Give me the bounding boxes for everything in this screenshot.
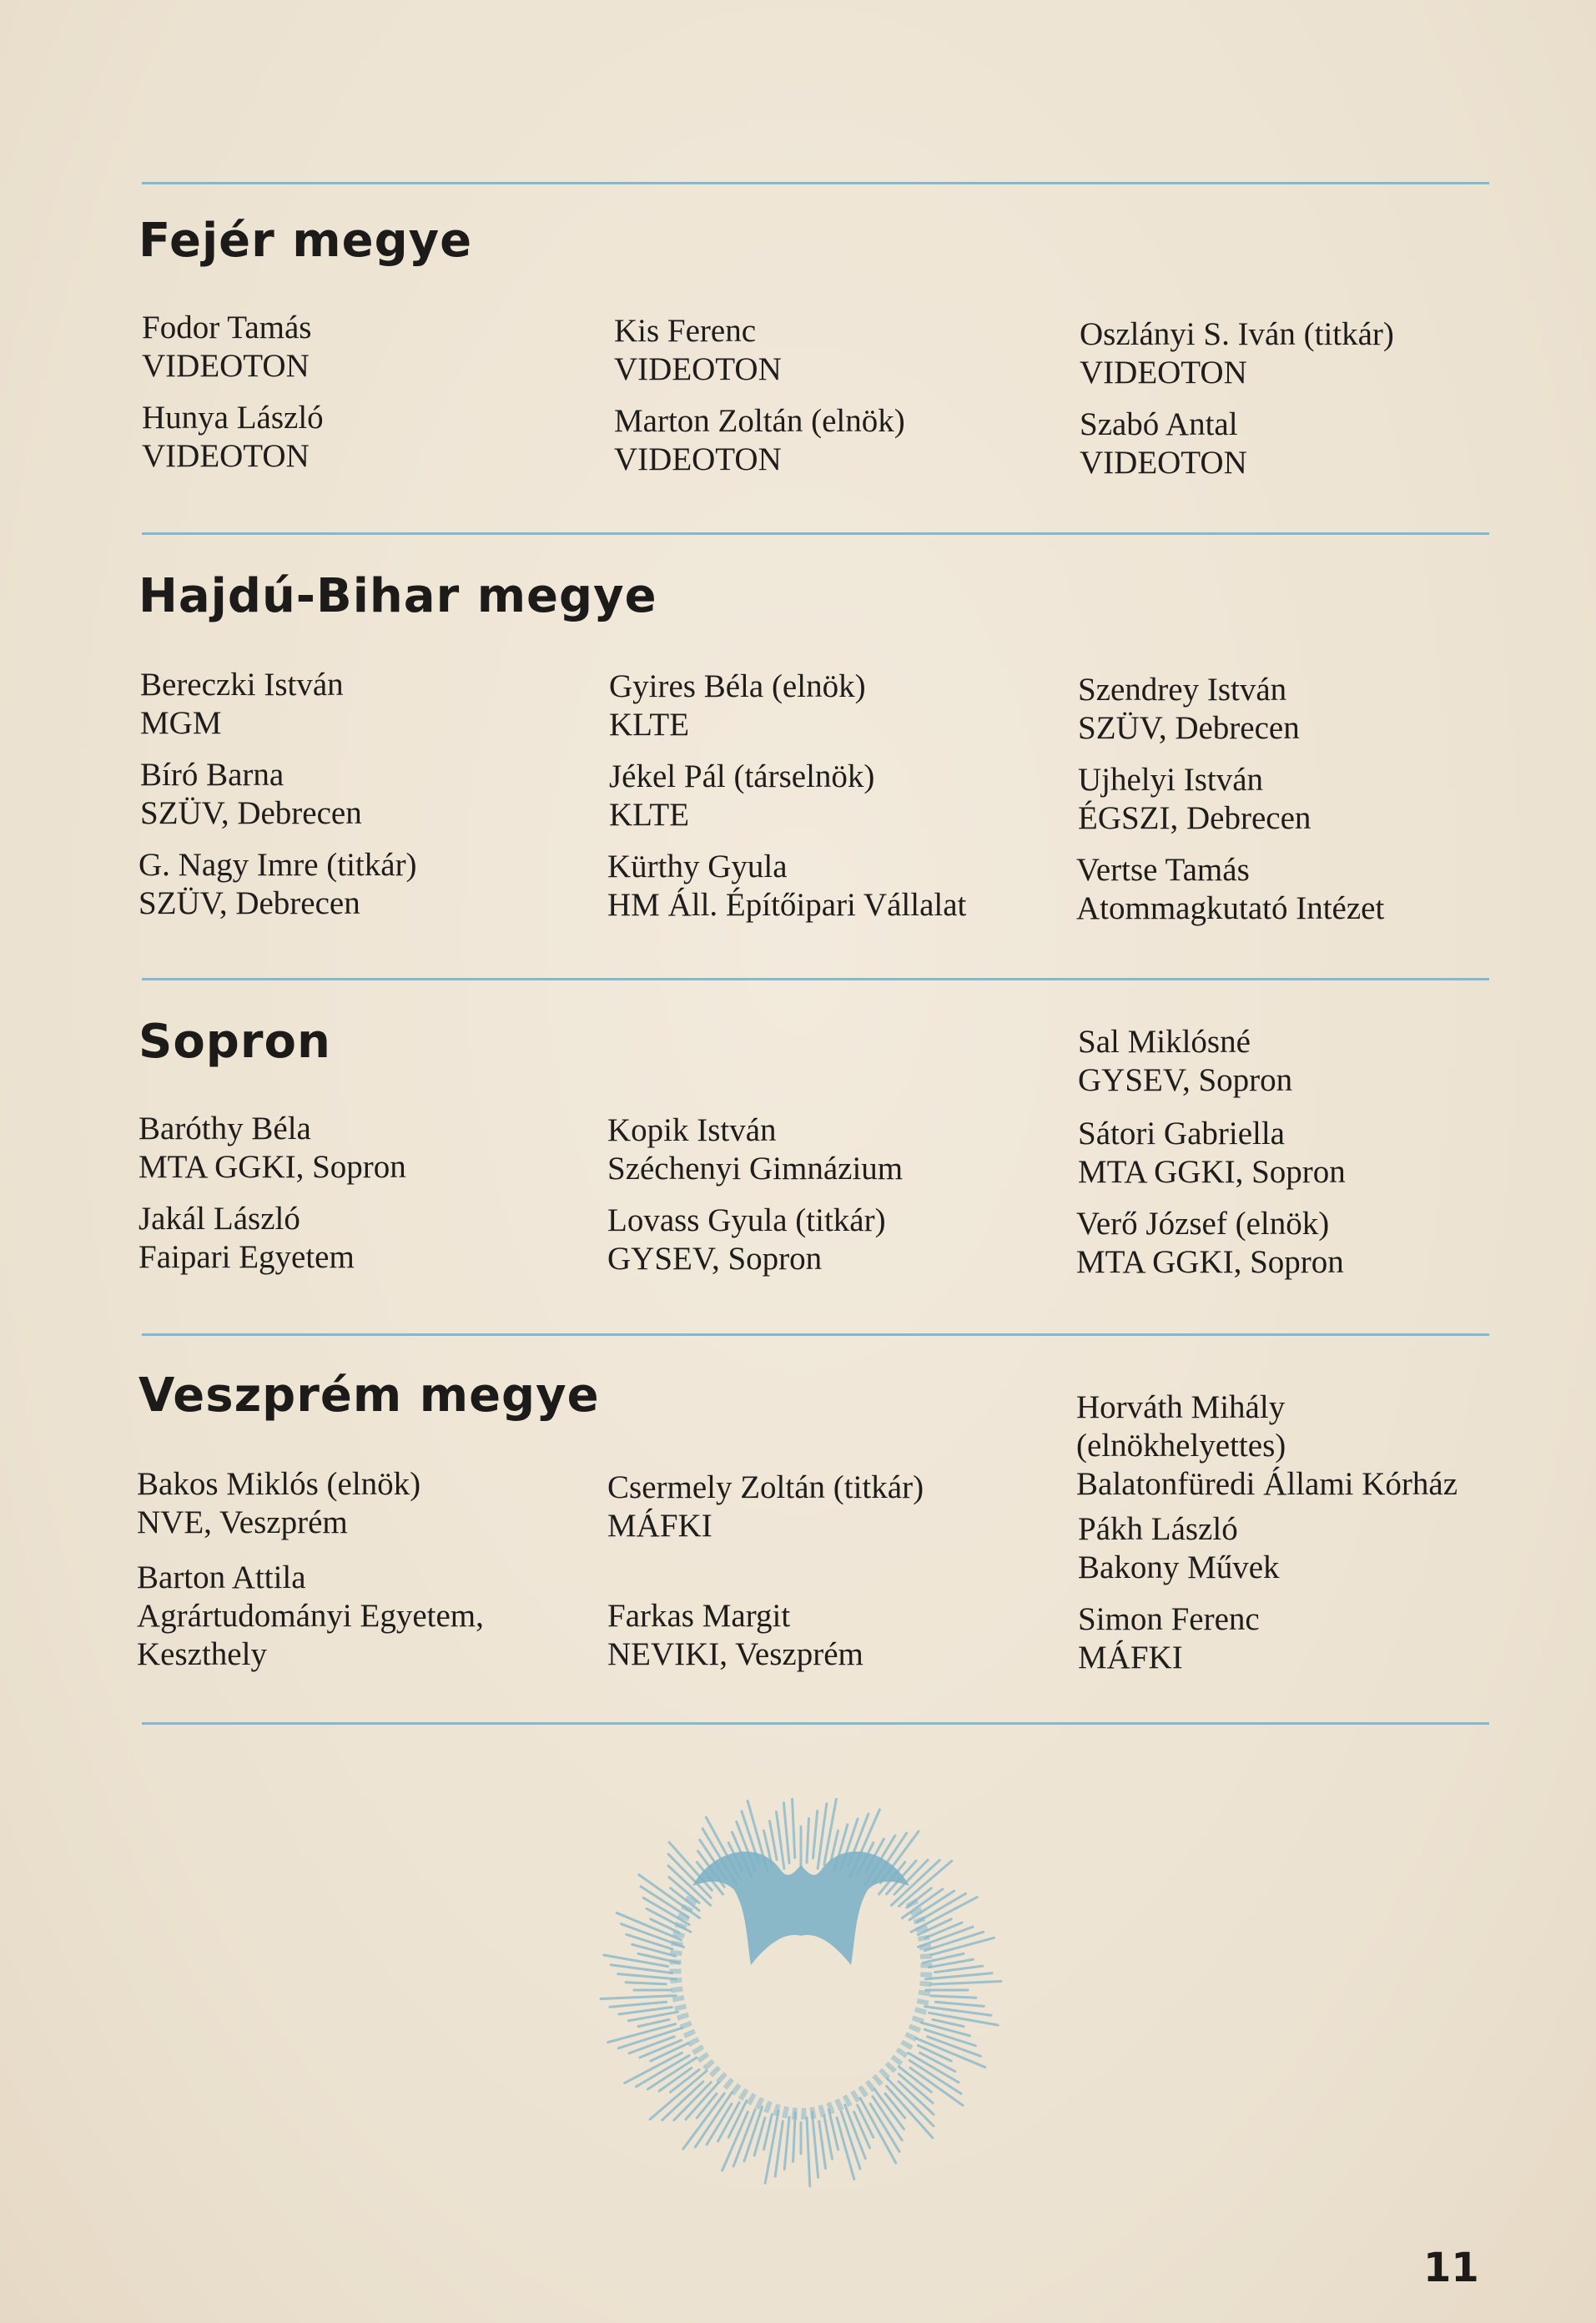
member-org: VIDEOTON <box>1080 355 1247 391</box>
member-org: HM Áll. Építőipari Vállalat <box>607 887 967 923</box>
member-name: Verő József (elnök) <box>1076 1206 1330 1242</box>
member-name: Ujhelyi István <box>1078 762 1264 798</box>
member-name: Gyires Béla (elnök) <box>609 668 866 704</box>
member-entry <box>1076 851 1384 928</box>
section-divider <box>142 978 1489 980</box>
member-name: Jékel Pál (társelnök) <box>609 758 875 794</box>
member-name: Jakál László <box>138 1201 300 1237</box>
member-entry <box>138 846 417 923</box>
member-org: NVE, Veszprém <box>137 1504 348 1540</box>
section-divider <box>142 532 1489 535</box>
member-entry <box>614 402 905 479</box>
member-entry <box>1078 1115 1346 1192</box>
member-name: Kopik István <box>607 1112 777 1148</box>
member-entry <box>609 668 866 744</box>
member-name: Bereczki István <box>140 667 344 703</box>
member-name: Szabó Antal <box>1080 406 1238 442</box>
member-name: Pákh László <box>1078 1511 1238 1547</box>
member-org: ÉGSZI, Debrecen <box>1078 800 1312 836</box>
member-entry <box>1078 761 1311 838</box>
section-title-fejer: Fejér megye <box>138 214 473 268</box>
member-org: KLTE <box>609 797 690 833</box>
member-entry <box>137 1559 484 1674</box>
member-org: MTA GGKI, Sopron <box>1076 1244 1344 1280</box>
member-name: Vertse Tamás <box>1076 852 1250 888</box>
member-org: SZÜV, Debrecen <box>138 885 360 921</box>
section-divider <box>142 1333 1489 1336</box>
member-entry <box>142 399 324 476</box>
member-org: GYSEV, Sopron <box>1078 1062 1293 1098</box>
member-entry <box>140 666 344 743</box>
member-name: Oszlányi S. Iván (titkár) <box>1080 316 1394 352</box>
section-title-hajdu-bihar: Hajdú-Bihar megye <box>138 569 657 623</box>
member-entry <box>607 1111 903 1188</box>
member-name: Hunya László <box>142 400 324 436</box>
stylized-head-emblem-icon <box>567 1798 1035 2190</box>
member-org: MÁFKI <box>607 1508 712 1544</box>
member-name: Sátori Gabriella <box>1078 1116 1285 1151</box>
member-org: MÁFKI <box>1078 1640 1183 1675</box>
member-name: Szendrey István <box>1078 672 1287 708</box>
member-entry <box>607 1202 886 1278</box>
member-entry <box>138 1200 355 1277</box>
member-name: Sal Miklósné <box>1078 1024 1251 1060</box>
member-name: Baróthy Béla <box>138 1111 311 1146</box>
member-org: KLTE <box>609 707 690 743</box>
member-name: Bakos Miklós (elnök) <box>137 1466 421 1502</box>
member-entry <box>137 1465 420 1542</box>
member-org: VIDEOTON <box>1080 445 1247 481</box>
member-name: Bíró Barna <box>140 757 284 793</box>
member-org: SZÜV, Debrecen <box>140 795 362 831</box>
member-name: Marton Zoltán (elnök) <box>614 403 905 439</box>
member-entry <box>1078 1510 1280 1587</box>
member-entry <box>138 1110 406 1187</box>
member-org: VIDEOTON <box>142 348 310 384</box>
member-org: VIDEOTON <box>614 351 782 387</box>
member-name: Simon Ferenc <box>1078 1601 1260 1637</box>
member-name: Horváth Mihály <box>1076 1389 1286 1425</box>
member-org: Atommagkutató Intézet <box>1076 890 1385 926</box>
member-org: MTA GGKI, Sopron <box>1078 1154 1346 1190</box>
member-org-location: Keszthely <box>137 1636 267 1672</box>
member-org: VIDEOTON <box>142 438 310 474</box>
member-entry <box>1076 1205 1344 1282</box>
member-org: GYSEV, Sopron <box>607 1241 823 1277</box>
page-number: 11 <box>1423 2245 1479 2291</box>
section-title-veszprem: Veszprém megye <box>138 1368 600 1423</box>
member-org: Széchenyi Gimnázium <box>607 1151 904 1187</box>
member-org: Bakony Művek <box>1078 1550 1280 1585</box>
member-name: Farkas Margit <box>607 1598 791 1634</box>
member-entry <box>1078 1600 1260 1677</box>
member-entry <box>607 1469 924 1545</box>
member-org: Faipari Egyetem <box>138 1239 355 1275</box>
member-entry <box>1078 671 1300 748</box>
member-entry <box>142 309 311 385</box>
member-org: SZÜV, Debrecen <box>1078 710 1300 746</box>
member-entry <box>607 848 966 925</box>
member-entry <box>1080 315 1394 392</box>
member-org: VIDEOTON <box>614 441 782 477</box>
member-name: Lovass Gyula (titkár) <box>607 1202 886 1238</box>
member-entry <box>609 758 874 834</box>
member-entry <box>1080 406 1247 482</box>
member-org: MGM <box>140 705 222 741</box>
member-entry <box>1076 1388 1458 1504</box>
member-name: G. Nagy Imre (titkár) <box>138 847 417 883</box>
member-org-detail: Balatonfüredi Állami Kórház <box>1076 1466 1458 1502</box>
member-org: MTA GGKI, Sopron <box>138 1149 406 1185</box>
member-entry <box>607 1597 863 1674</box>
section-divider <box>142 182 1489 184</box>
section-title-sopron: Sopron <box>138 1015 331 1069</box>
member-name: Barton Attila <box>137 1560 306 1595</box>
section-divider <box>142 1722 1489 1725</box>
member-entry <box>140 756 362 833</box>
member-org: (elnökhelyettes) <box>1076 1428 1286 1464</box>
member-entry <box>1078 1023 1292 1100</box>
member-org: NEVIKI, Veszprém <box>607 1636 863 1672</box>
member-org: Agrártudományi Egyetem, <box>137 1598 484 1634</box>
member-name: Fodor Tamás <box>142 310 312 345</box>
member-entry <box>614 312 782 389</box>
member-name: Kis Ferenc <box>614 313 757 349</box>
member-name: Kürthy Gyula <box>607 849 788 884</box>
member-name: Csermely Zoltán (titkár) <box>607 1469 924 1505</box>
